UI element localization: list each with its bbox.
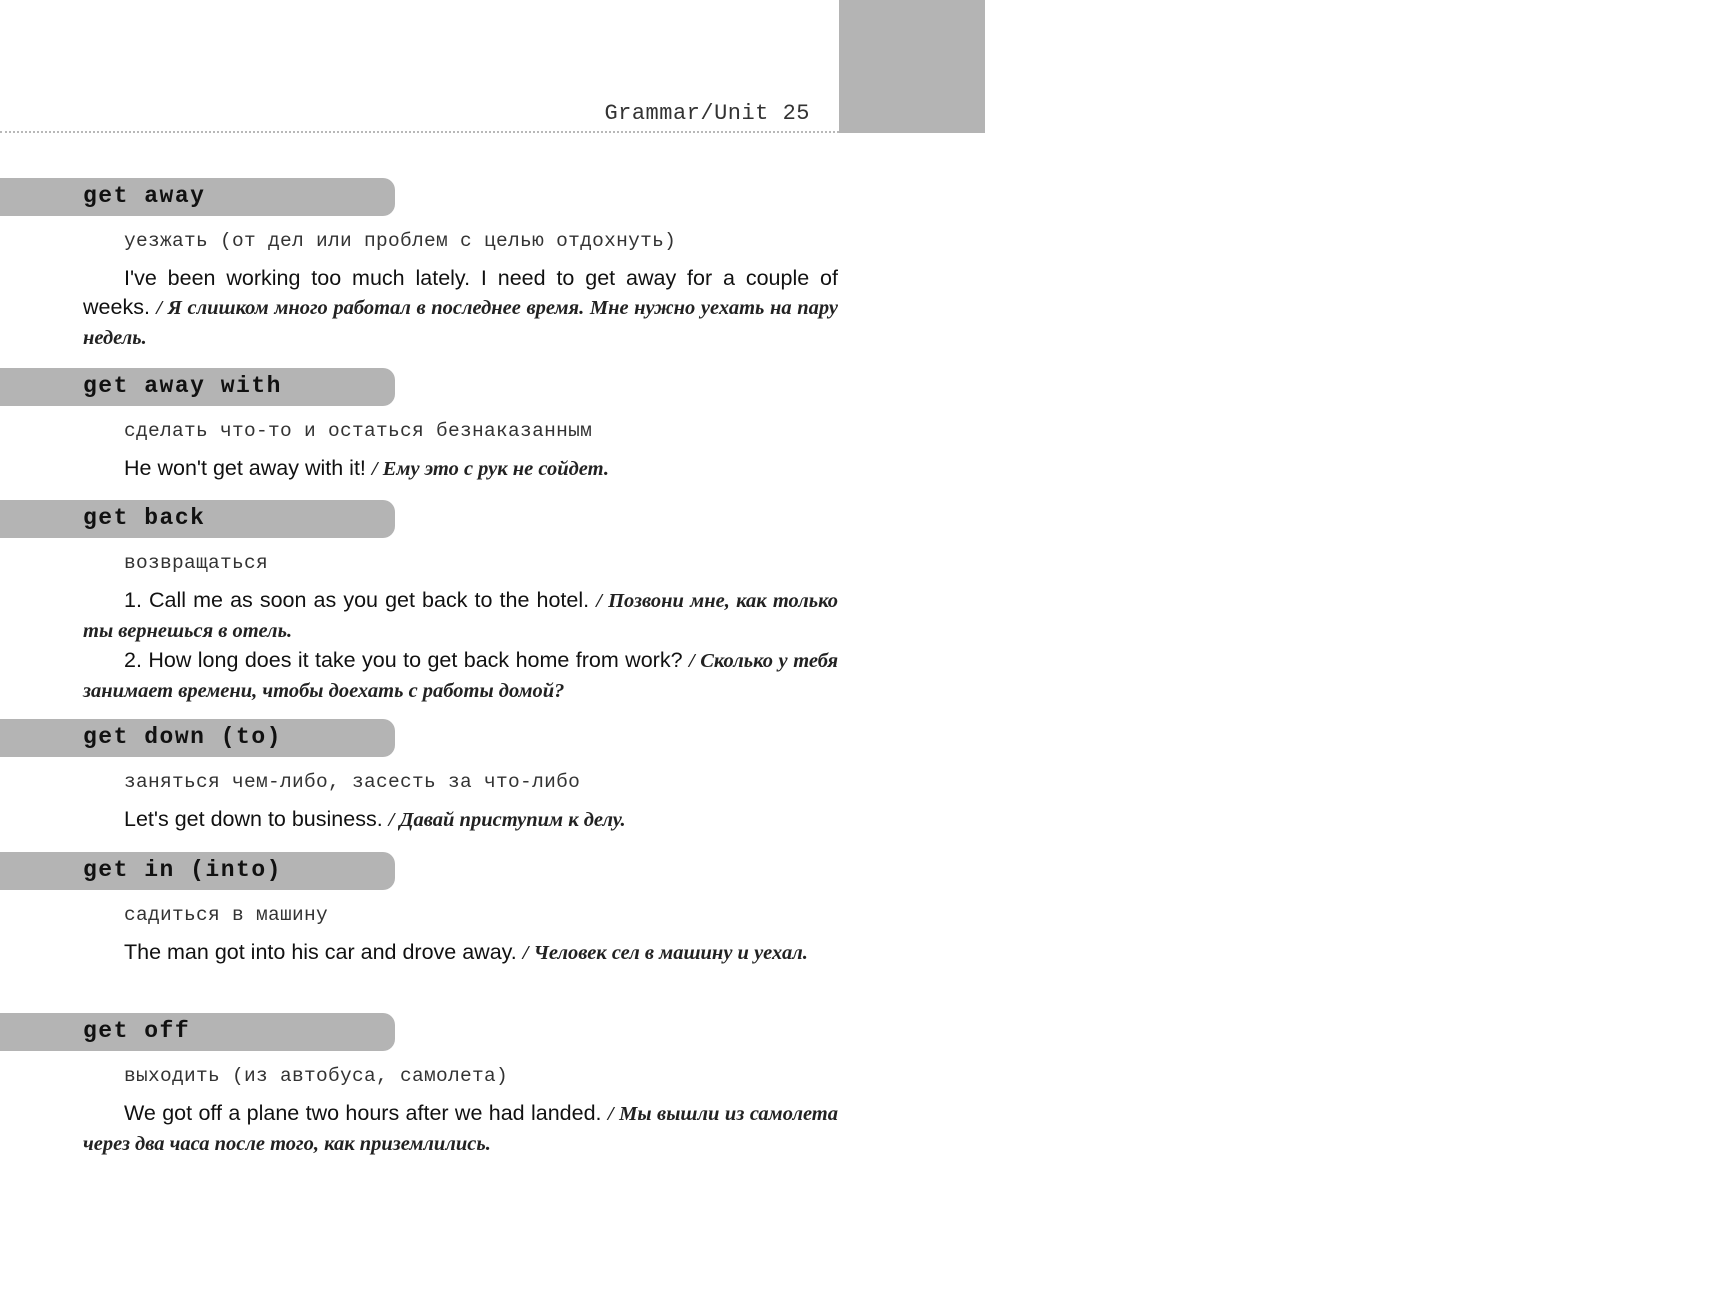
gloss: уезжать (от дел или проблем с целью отдохнуть) bbox=[124, 230, 677, 252]
example-english: The man got into his car and drove away. bbox=[124, 940, 517, 964]
header-divider bbox=[0, 131, 839, 133]
gloss: выходить (из автобуса, самолета) bbox=[124, 1065, 509, 1087]
page-number-tab bbox=[839, 0, 1734, 133]
gloss: возвращаться bbox=[124, 552, 269, 574]
example-translation: / Человек сел в машину и уехал. bbox=[522, 942, 808, 964]
headword: get away bbox=[83, 183, 206, 209]
headword: get away with bbox=[83, 373, 282, 399]
example-english: 2. How long does it take you to get back home from work? bbox=[124, 648, 683, 672]
example-english: 1. Call me as soon as you get back to the hotel. bbox=[124, 588, 590, 612]
example bbox=[83, 586, 838, 646]
example bbox=[83, 805, 838, 835]
examples bbox=[83, 454, 838, 484]
headword-bar bbox=[0, 1013, 395, 1051]
running-head: Grammar/Unit 25 bbox=[604, 101, 810, 126]
example-translation: / Позвони мне, как только ты вернешься в отель. bbox=[83, 590, 838, 642]
example bbox=[83, 646, 838, 706]
example-translation: / Ему это с рук не сойдет. bbox=[371, 458, 609, 480]
example bbox=[83, 454, 838, 484]
example-english: Let's get down to business. bbox=[124, 807, 383, 831]
example-english: We got off a plane two hours after we had landed. bbox=[124, 1101, 602, 1125]
example-translation: / Сколько у тебя занимает времени, чтобы доехать с работы домой? bbox=[83, 650, 838, 702]
example-english: He won't get away with it! bbox=[124, 456, 366, 480]
page-number: 121 bbox=[1691, 101, 1734, 126]
headword: get in (into) bbox=[83, 857, 282, 883]
example bbox=[83, 938, 838, 968]
example bbox=[83, 264, 838, 353]
headword: get off bbox=[83, 1018, 191, 1044]
example-english: I've been working too much lately. I need to get away for a couple of weeks. bbox=[83, 266, 838, 319]
example-translation: / Мы вышли из самолета через два часа после того, как приземлились. bbox=[83, 1103, 838, 1155]
examples bbox=[83, 805, 838, 835]
example-translation: / Я слишком много работал в последнее время. Мне нужно уехать на пару недель. bbox=[83, 297, 839, 349]
example-translation: / Давай приступим к делу. bbox=[388, 809, 626, 831]
example bbox=[83, 1099, 838, 1159]
gloss: заняться чем-либо, засесть за что-либо bbox=[124, 771, 581, 793]
gloss: сделать что-то и остаться безнаказанным bbox=[124, 420, 593, 442]
examples bbox=[83, 1099, 838, 1159]
examples bbox=[83, 586, 838, 706]
examples bbox=[83, 938, 838, 968]
headword: get back bbox=[83, 505, 206, 531]
gloss: садиться в машину bbox=[124, 904, 329, 926]
examples bbox=[83, 264, 838, 353]
headword: get down (to) bbox=[83, 724, 282, 750]
